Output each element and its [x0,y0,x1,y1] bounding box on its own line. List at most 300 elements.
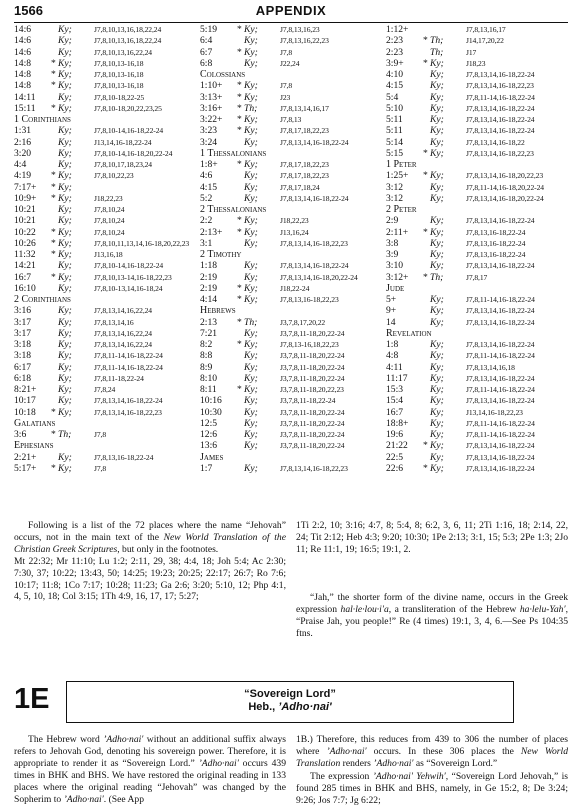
manuscript-sources: J7,8,13,14,16-18,22-24 [466,70,535,79]
greek-rendering: Ky; [244,35,258,47]
asterisk-marker: * [423,271,428,283]
verse-reference: 8:9 [200,361,213,373]
manuscript-sources: J3,7,8,11-18,20,22-24 [280,351,345,361]
book-name: Ephesians [14,440,54,452]
greek-rendering: Ky; [430,339,444,350]
greek-rendering: Ky; [430,316,444,328]
verse-reference: 5:14 [386,136,404,148]
section-subtitle: Heb., ’Adho·nai′ [248,701,332,713]
manuscript-sources: J7,8,13,14,16-18,22,23 [280,463,348,473]
reference-row [386,170,572,181]
verse-reference: 4:10 [386,69,404,80]
reference-row [386,103,572,114]
verse-reference: 15:4 [386,395,404,407]
verse-reference: 8:8 [200,350,213,362]
reference-row [14,159,200,170]
reference-row [14,137,200,148]
greek-rendering: Ky; [430,170,444,182]
reference-row [200,103,386,114]
verse-reference: 15:11 [14,102,36,114]
manuscript-sources: J7,8,13,16-18,22,23 [280,295,339,304]
manuscript-sources: J7,8,13,14,16-18,22-24 [466,396,535,406]
greek-rendering: Ky; [58,136,72,148]
greek-rendering: Ky; [244,327,258,339]
verse-reference: 1:8 [386,339,399,350]
greek-rendering: Ky; [58,249,72,260]
greek-rendering: Ky; [430,350,444,362]
manuscript-sources: J7,8,13,14,16-18,22-24 [466,373,535,383]
reference-row [200,260,386,271]
asterisk-marker: * [51,170,56,182]
manuscript-sources: J7,8,13,14,16,22,24 [94,328,153,338]
verse-reference: 5+ [386,294,397,305]
manuscript-sources: J18,22,23 [94,193,123,203]
page-header [14,3,568,21]
reference-row [386,317,572,328]
greek-rendering: Th; [244,316,258,328]
greek-rendering: Ky; [430,372,444,384]
manuscript-sources: J7,8,13,16,23 [280,25,320,34]
manuscript-sources: J3,7,8,11-18,20,22-24 [280,430,345,439]
verse-reference: 4:15 [200,181,218,193]
greek-rendering: Ky; [244,395,258,407]
greek-rendering: Ky; [430,80,444,92]
manuscript-sources: J7,8,13,16-18,22-24 [94,452,154,462]
greek-rendering: Ky; [430,215,444,227]
reference-row [14,452,200,463]
verse-reference: 3:16+ [200,102,223,114]
asterisk-marker: * [237,91,242,103]
reference-row [200,328,386,339]
manuscript-sources: J7,8,13,14,16-18,22-24 [466,340,535,349]
verse-reference: 14:11 [14,91,36,103]
manuscript-sources: J7,8 [280,47,293,57]
verse-reference: 8:2 [200,339,213,350]
verse-reference: 21:22 [386,440,408,452]
reference-row [200,58,386,69]
verse-reference: 3:6 [14,429,27,440]
manuscript-sources: J7,8,11-14,16-18,22-24 [466,430,535,439]
manuscript-sources: J3,7,8,11-18,20,22-24 [280,418,345,428]
verse-reference: 10:17 [14,395,36,407]
manuscript-sources: J7,8,11-14,16-18,22-24 [94,351,163,361]
asterisk-marker: * [423,170,428,182]
verse-reference: 11:17 [386,372,408,384]
reference-row [14,24,200,35]
greek-rendering: Ky; [244,226,258,238]
reference-row [200,125,386,136]
manuscript-sources: J13,14,16-18,22,23 [466,407,523,417]
asterisk-marker: * [237,215,242,227]
reference-row [14,362,200,373]
verse-reference: 3:17 [14,327,32,339]
verse-reference: 2:21+ [14,451,37,463]
greek-rendering: Ky; [58,204,72,215]
book-heading [386,283,572,294]
manuscript-sources: J13,14,16-18,22-24 [94,137,152,147]
reference-row [386,440,572,451]
manuscript-sources: J7,8,24 [94,385,116,394]
reference-row [14,170,200,181]
reference-row [386,114,572,125]
greek-rendering: Ky; [430,57,444,69]
book-name: Revelation [386,327,432,339]
verse-reference: 6:17 [14,361,32,373]
verse-reference: 5:11 [386,114,403,125]
greek-rendering: Ky; [244,440,258,452]
manuscript-sources: J7,8,10,13,16,18,22,24 [94,36,162,46]
manuscript-sources: J3,7,8,11-18,20,22-24 [280,328,345,338]
book-name: 1 Thessalonians [200,147,267,159]
verse-reference: 8:21+ [14,384,37,395]
reference-row [200,159,386,170]
reference-column-1 [14,24,200,510]
footnote-reference-list-cont: 1Ti 2:2, 10; 3:16; 4:7, 8; 5:4, 8; 6:2, 3, 6, 11; 2Ti 1:16, 18; 2:14, 22, 24; Tit 2:12; Heb 4:3; 9:20; 10:30; 1Pe 2:13; 3:1, 15; 5:3; 2Pe 1:3; 2Jo 11; Re 11:1, 19; 16:5; 19:1, 2. [296,520,568,555]
greek-rendering: Ky; [244,237,258,249]
reference-row [200,182,386,193]
verse-reference: 3:22+ [200,114,223,125]
manuscript-sources: J7,8,13 [280,115,302,124]
verse-reference: 3:16 [14,305,32,317]
greek-rendering: Ky; [58,406,72,418]
reference-row [386,148,572,159]
verse-reference: 15:3 [386,384,404,395]
book-name: 2 Peter [386,204,417,215]
verse-reference: 7:17+ [14,181,37,193]
verse-reference: 2:13 [200,316,218,328]
greek-rendering: Ky; [430,91,444,103]
reference-row [14,92,200,103]
verse-reference: 1:10+ [200,80,223,92]
manuscript-sources: J7,8,13,14,16,18 [466,362,515,372]
greek-rendering: Ky; [58,35,72,47]
reference-row [14,317,200,328]
verse-reference: 2:2 [200,215,213,227]
manuscript-sources: J7,8,13-16,18,22,23 [280,340,339,349]
verse-reference: 2:23 [386,46,404,58]
verse-reference: 3:1 [200,237,213,249]
manuscript-sources: J3,7,8,11-18,22-24 [280,396,336,406]
greek-rendering: Th; [430,35,444,47]
reference-row [200,463,386,474]
reference-row [386,47,572,58]
manuscript-sources: J7,8,11-14,16-18,22-24 [466,92,535,102]
greek-rendering: Ky; [430,125,444,137]
greek-rendering: Ky; [58,395,72,407]
greek-rendering: Ky; [430,462,444,474]
greek-rendering: Ky; [58,159,72,170]
greek-rendering: Ky; [430,395,444,407]
verse-reference: 16:7 [14,271,32,283]
reference-row [14,283,200,294]
manuscript-sources: J7,8,11-18,22-24 [94,373,144,383]
verse-reference: 22:6 [386,462,404,474]
manuscript-sources: J7,8,11-14,16-18,22-24 [466,351,535,361]
page-number: 1566 [14,3,43,18]
greek-rendering: Ky; [244,57,258,69]
greek-rendering: Ky; [430,69,444,80]
asterisk-marker: * [423,57,428,69]
reference-row [386,373,572,384]
manuscript-sources: J7,8 [280,81,293,91]
reference-row [386,418,572,429]
manuscript-sources: J7,8,13,14,16-18,22-24 [466,463,535,473]
asterisk-marker: * [51,80,56,92]
reference-row [14,227,200,238]
verse-reference: 9+ [386,305,397,317]
manuscript-sources: J7,8,10-14,16-18,20,22-24 [94,148,173,158]
verse-reference: 2:11+ [386,226,409,238]
greek-rendering: Ky; [58,102,72,114]
greek-rendering: Ky; [430,249,444,260]
book-name: Galatians [14,417,56,429]
greek-rendering: Ky; [244,260,258,272]
reference-row [200,384,386,395]
verse-reference: 8:10 [200,372,218,384]
reference-row [386,137,572,148]
manuscript-sources: J7,8,10-14,16-18,22-24 [94,126,164,136]
verse-reference: 1:7 [200,462,213,474]
reference-row [386,215,572,226]
manuscript-sources: J7,8,10-14,16-18,22-24 [94,261,164,271]
manuscript-sources: J7,8,13,16-18,22-24 [466,238,526,248]
asterisk-marker: * [237,316,242,328]
manuscript-sources: J7,8,13,14,16-18,22-24 [466,317,535,327]
manuscript-sources: J7,8,11-14,16-18,22-24 [466,385,535,394]
verse-reference: 7:21 [200,327,218,339]
manuscript-sources: J3,7,8,11-18,20,22-24 [280,362,345,372]
verse-reference: 3:18 [14,350,32,362]
verse-reference: 5:4 [386,91,399,103]
reference-row [200,137,386,148]
reference-row [14,395,200,406]
manuscript-sources: J7,8,11-14,16-18,22-24 [94,362,163,372]
reference-row [14,305,200,316]
manuscript-sources: J18,23 [466,58,486,68]
greek-rendering: Ky; [58,339,72,350]
manuscript-sources: J7,8,10-18,20,22,23,25 [94,103,162,113]
manuscript-sources: J7,8,13,14,16-18,22-24 [466,103,535,113]
greek-rendering: Ky; [244,91,258,103]
greek-rendering: Ky; [58,69,72,80]
greek-rendering: Ky; [58,226,72,238]
greek-rendering: Ky; [244,181,258,193]
verse-reference: 3:20 [14,147,32,159]
verse-reference: 5:11 [386,125,403,137]
reference-row [14,125,200,136]
reference-row [200,227,386,238]
manuscript-sources: J7,8,13,14,16-18,22,23 [466,81,534,91]
reference-row [14,148,200,159]
greek-rendering: Ky; [244,384,258,395]
book-name: Hebrews [200,305,236,317]
greek-rendering: Ky; [430,305,444,317]
manuscript-sources: J7,8,11-14,16-18,22-24 [466,295,535,304]
book-heading [200,69,386,80]
book-name: 2 Corinthians [14,294,71,305]
greek-rendering: Ky; [430,114,444,125]
reference-row [386,249,572,260]
verse-reference: 5:2 [200,192,213,204]
greek-rendering: Ky; [244,282,258,294]
verse-reference: 3:23 [200,125,218,137]
verse-reference: 10:21 [14,215,36,227]
greek-rendering: Ky; [244,170,258,182]
reference-row [14,204,200,215]
reference-row [386,294,572,305]
asterisk-marker: * [237,339,242,350]
verse-reference: 5:17+ [14,462,37,474]
verse-reference: 1:12+ [386,24,409,35]
greek-rendering: Ky; [244,136,258,148]
manuscript-sources: J7,8,11-14,16-18,20,22-24 [466,182,545,192]
asterisk-marker: * [237,282,242,294]
verse-reference: 3:17 [14,316,32,328]
reference-row [386,362,572,373]
manuscript-sources: J7,8,10,13-16,18 [94,58,144,68]
asterisk-marker: * [237,102,242,114]
manuscript-sources: J7,8,13,14,16-18,20,22-24 [466,193,544,203]
manuscript-sources: J7,8,10,13,16,18,22,24 [94,25,162,34]
asterisk-marker: * [51,102,56,114]
manuscript-sources: J18,22,23 [280,216,309,226]
reference-row [14,384,200,395]
reference-row [386,238,572,249]
verse-reference: 4:4 [14,159,27,170]
manuscript-sources: J7,8,13,14,16-18,22-24 [466,452,535,462]
reference-row [14,58,200,69]
greek-rendering: Ky; [430,136,444,148]
greek-rendering: Ky; [430,181,444,193]
reference-row [14,47,200,58]
book-name: 1 Peter [386,159,417,170]
reference-row [200,170,386,181]
greek-rendering: Ky; [58,91,72,103]
verse-reference: 12:5 [200,417,218,429]
verse-reference: 6:18 [14,372,32,384]
verse-reference: 2:23 [386,35,404,47]
reference-row [200,114,386,125]
book-heading [200,204,386,215]
verse-reference: 16:7 [386,406,404,418]
asterisk-marker: * [51,249,56,260]
manuscript-sources: J3,7,8,11-18,20,22-24 [280,373,345,383]
manuscript-sources: J7,8,13,14,16-18,20,22-24 [280,272,358,282]
greek-rendering: Ky; [58,361,72,373]
greek-rendering: Ky; [430,384,444,395]
greek-rendering: Ky; [58,147,72,159]
verse-reference: 3:9+ [386,57,404,69]
reference-row [386,339,572,350]
reference-row [200,238,386,249]
reference-row [200,272,386,283]
greek-rendering: Ky; [244,159,258,170]
book-heading [386,159,572,170]
manuscript-sources: J7,8,13,16,17 [466,25,506,34]
manuscript-sources: J7,8,13,14,16,22,24 [94,306,153,316]
verse-reference: 6:4 [200,35,213,47]
manuscript-sources: J7,8,10,24 [94,227,125,237]
verse-reference: 14:6 [14,46,32,58]
greek-rendering: Ky; [244,271,258,283]
reference-row [14,35,200,46]
verse-reference: 3:12 [386,181,404,193]
manuscript-sources: J3,7,8,11-18,20,22,23 [280,385,344,394]
reference-row [386,69,572,80]
greek-rendering: Ky; [430,147,444,159]
verse-reference: 6:8 [200,57,213,69]
footnote-reference-list: Mt 22:32; Mr 11:10; Lu 1:2; 2:11, 29, 38; 4:4, 18; Joh 5:4; Ac 2:30; 7:30, 37; 10:22; 13:43, 50; 14:25; 19:23; 20:25; 22:17; 26:7; Ro 7:6; 10:17; 11:8; 1Co 7:17; 10:28; 11:23; Ga 2:6; 3:20; 5:10, 12; Php 4:1, 4, 5, 10, 18; Col 3:15; 1Th 4:9, 16, 17, 17; 5:27; [14,555,286,603]
reference-row [14,103,200,114]
manuscript-sources: J7,8,17 [466,272,488,282]
manuscript-sources: J7,8,13,14,16-18,22-24 [466,261,535,271]
manuscript-sources: J13,16,24 [280,227,309,237]
manuscript-sources: J17 [466,47,477,57]
greek-rendering: Ky; [430,102,444,114]
greek-rendering: Th; [244,102,258,114]
asterisk-marker: * [237,46,242,58]
reference-row [14,182,200,193]
greek-rendering: Ky; [244,372,258,384]
greek-rendering: Ky; [58,125,72,137]
verse-reference: 10:22 [14,226,36,238]
greek-rendering: Ky; [430,237,444,249]
greek-rendering: Ky; [244,24,258,35]
greek-rendering: Ky; [430,406,444,418]
asterisk-marker: * [51,429,56,440]
reference-row [386,24,572,35]
reference-row [386,395,572,406]
greek-rendering: Ky; [244,114,258,125]
manuscript-sources: J7,8,17,18,22,23 [280,160,329,169]
manuscript-sources: J7,8,10,24 [94,205,125,214]
verse-reference: 3:18 [14,339,32,350]
greek-rendering: Th; [430,46,444,58]
book-name: 2 Thessalonians [200,204,267,215]
book-name: James [200,451,224,463]
adhonai-paragraph-cont: 1B.) Therefore, this reduces from 439 to 306 the number of places where ’Adho·nai′ occurs. In these 306 places the New World Translation renders ’Adho·nai′ as “Sovereign Lord.” [296,734,568,769]
verse-reference: 2:13+ [200,226,223,238]
manuscript-sources: J3,7,8,11-18,20,22-24 [280,441,345,451]
verse-reference: 3:8 [386,237,399,249]
reference-row [14,407,200,418]
reference-row [200,362,386,373]
jah-paragraph: “Jah,” the shorter form of the divine name, occurs in the Greek expression hal·le·lou·i′a, a transliteration of the Hebrew ha·lelu-Yah′, “Praise Jah, you people!” Re (4 times) 19:1, 3, 4, 6.—See Ps 104:35 ftns. [296,592,568,639]
reference-row [200,47,386,58]
manuscript-sources: J7,8,17,18,22,23 [280,171,329,181]
greek-rendering: Ky; [58,80,72,92]
asterisk-marker: * [237,159,242,170]
greek-rendering: Ky; [430,294,444,305]
greek-rendering: Ky; [58,327,72,339]
asterisk-marker: * [237,226,242,238]
verse-reference: 2:16 [14,136,32,148]
manuscript-sources: J7,8 [94,463,107,473]
manuscript-sources: J7,8,13,14,16 [94,317,134,327]
book-heading [200,452,386,463]
verse-reference: 14 [386,316,396,328]
reference-row [386,92,572,103]
greek-rendering: Ky; [430,226,444,238]
reference-row [200,418,386,429]
greek-rendering: Ky; [58,192,72,204]
manuscript-sources: J7,8,13,16,22,23 [280,36,329,46]
manuscript-sources: J7,8,17,18,22,23 [280,126,329,136]
verse-reference: 22:5 [386,451,404,463]
greek-rendering: Ky; [430,361,444,373]
book-name: Colossians [200,69,246,80]
greek-rendering: Th; [58,429,72,440]
